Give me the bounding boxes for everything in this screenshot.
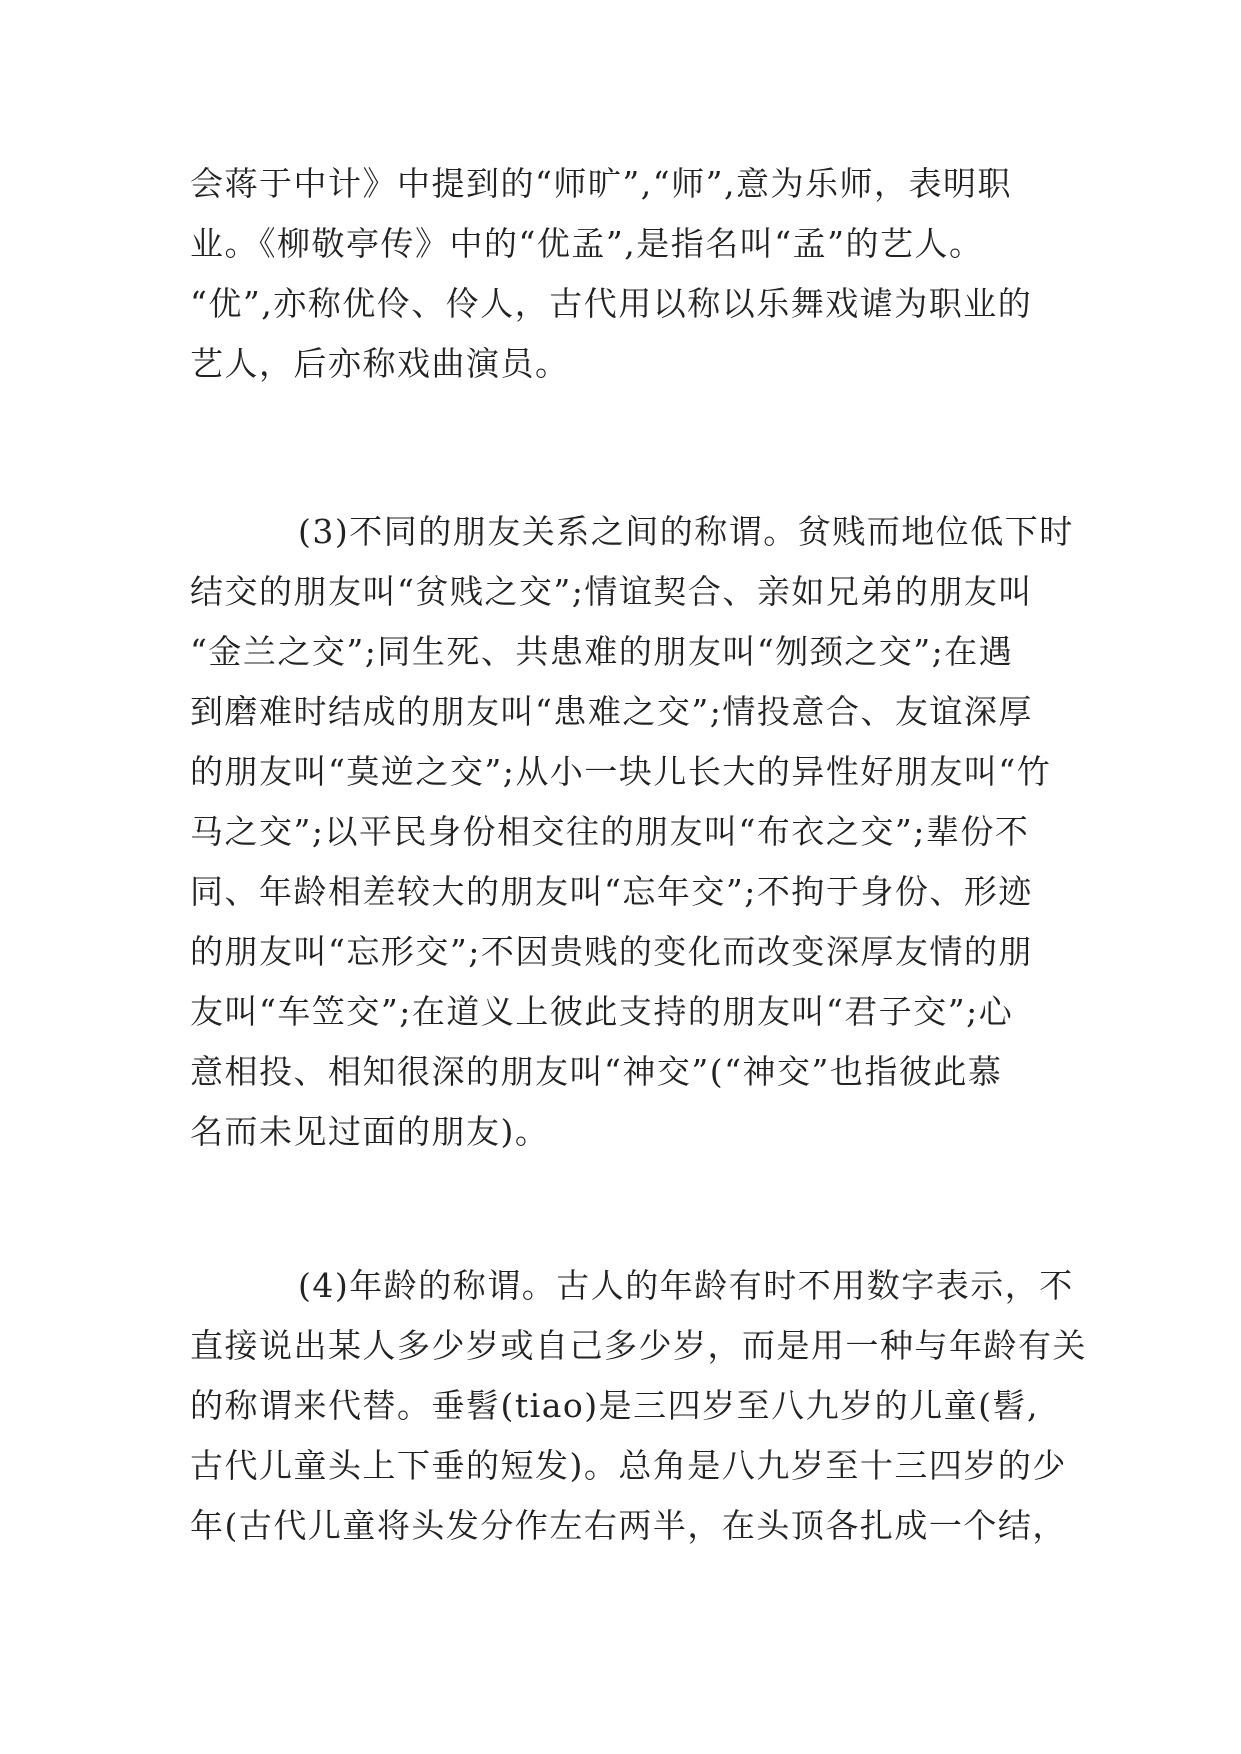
text-line: (3)不同的朋友关系之间的称谓。贫贱而地位低下时 [298,512,1074,551]
text-line: 同、年龄相差较大的朋友叫“忘年交”;不拘于身份、形迹 [190,872,1033,911]
paragraph-friendship-titles [190,502,1074,1162]
text-line: 友叫“车笠交”;在道义上彼此支持的朋友叫“君子交”;心 [190,992,1014,1031]
text-line: “金兰之交”;同生死、共患难的朋友叫“刎颈之交”;在遇 [190,632,1014,671]
text-line: 直接说出某人多少岁或自己多少岁，而是用一种与年龄有关 [190,1326,1087,1365]
text-line: 的朋友叫“忘形交”;不因贵贱的变化而改变深厚友情的朋 [190,932,1033,971]
text-line: 的称谓来代替。垂髫(tiao)是三四岁至八九岁的儿童(髫, [190,1386,1039,1425]
text-line: “优”,亦称优伶、伶人，古代用以称以乐舞戏谑为职业的 [190,284,1033,323]
text-line: 艺人，后亦称戏曲演员。 [190,344,570,383]
text-line: (4)年龄的称谓。古人的年龄有时不用数字表示，不 [298,1266,1074,1305]
text-line: 马之交”;以平民身份相交往的朋友叫“布衣之交”;辈份不 [190,812,1030,851]
text-line: 结交的朋友叫“贫贱之交”;情谊契合、亲如兄弟的朋友叫 [190,572,1033,611]
text-line: 的朋友叫“莫逆之交”;从小一块儿长大的异性好朋友叫“竹 [190,752,1052,791]
paragraph-age-titles [190,1256,1087,1556]
text-line: 意相投、相知很深的朋友叫“神交”(“神交”也指彼此慕 [190,1052,1003,1091]
text-line: 到磨难时结成的朋友叫“患难之交”;情投意合、友谊深厚 [190,692,1033,731]
paragraph-music-performers [190,154,1052,394]
text-line: 年(古代儿童将头发分作左右两半，在头顶各扎成一个结， [190,1506,1067,1545]
text-line: 名而未见过面的朋友)。 [190,1112,550,1151]
text-line: 会蒋于中计》中提到的“师旷”,“师”,意为乐师，表明职 [190,164,1012,203]
text-line: 古代儿童头上下垂的短发)。总角是八九岁至十三四岁的少 [190,1446,1067,1485]
text-line: 业。《柳敬亭传》中的“优孟”,是指名叫“孟”的艺人。 [190,224,984,263]
